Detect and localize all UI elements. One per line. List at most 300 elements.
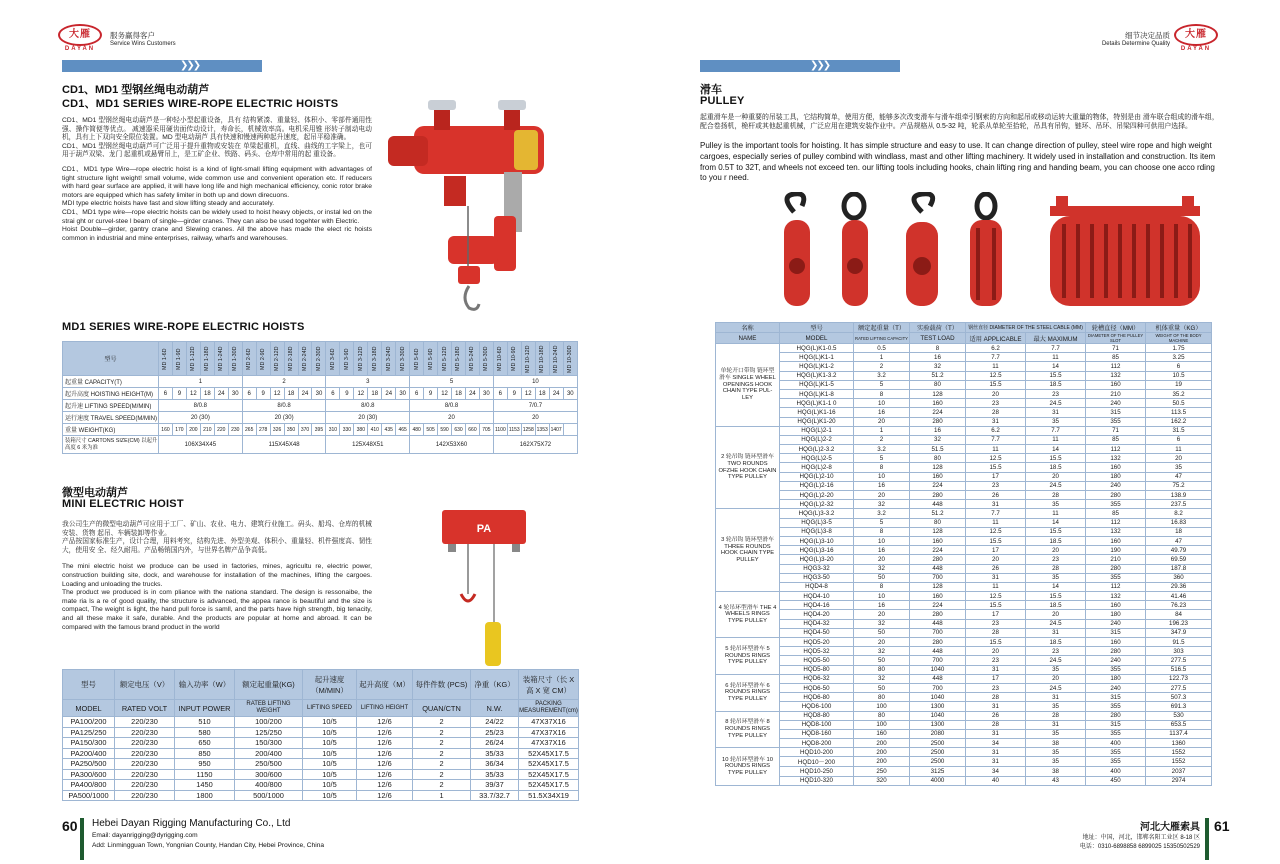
pulley-cell: 84 bbox=[1146, 610, 1212, 619]
pulley-cell: 240 bbox=[1086, 481, 1146, 490]
md1-size: 125X48X51 bbox=[326, 436, 410, 454]
pulley-cell: 448 bbox=[910, 647, 966, 656]
pulley-table-row bbox=[716, 776, 1212, 785]
pulley-cell: 7.7 bbox=[1026, 344, 1086, 353]
md1-model-label: MD 10-18D bbox=[539, 344, 546, 373]
md1-model-header bbox=[242, 342, 256, 376]
pulley-cell: 31 bbox=[1026, 720, 1086, 729]
logo-mark-right: 大雁 bbox=[1174, 24, 1218, 46]
md1-height-cell: 24 bbox=[214, 388, 228, 400]
md1-height-cell: 12 bbox=[521, 388, 535, 400]
pulley-cell: HQD4-10 bbox=[780, 592, 854, 601]
pulley-cell: 71 bbox=[1086, 344, 1146, 353]
mini-cell: 2 bbox=[413, 769, 471, 780]
pulley-table-row bbox=[716, 399, 1212, 408]
pulley-cell: 80 bbox=[854, 711, 910, 720]
mini-cell: 100/200 bbox=[235, 717, 303, 728]
pulley-cell: 3.2 bbox=[854, 509, 910, 518]
pulley-cell: 23 bbox=[966, 619, 1026, 628]
mini-cell: PA250/500 bbox=[63, 759, 115, 770]
pulley-cell: 24.5 bbox=[1026, 683, 1086, 692]
mini-en-p1: The mini electric hoist we produce can be used in factories, mines, agricultu re, electric power, construction building site, dock, and warehouse for installation of the machines, lifting the cargoes. Loading and unloading the trucks. bbox=[62, 563, 372, 588]
md1-model-header bbox=[284, 342, 298, 376]
md1-label-size: 装箱尺寸 CARTONS SIZE(CM) 以起升高度 6 米为准 bbox=[63, 436, 159, 454]
pulley-cell: 31.5 bbox=[1146, 426, 1212, 435]
pulley-cell: 32 bbox=[854, 619, 910, 628]
pulley-cell: HQD4-16 bbox=[780, 601, 854, 610]
md1-model-header bbox=[465, 342, 479, 376]
md1-model-header bbox=[172, 342, 186, 376]
pulley-cell: HQG(L)3-5 bbox=[780, 518, 854, 527]
pulley-cell: 35.2 bbox=[1146, 389, 1212, 398]
pulley-cell: 51.2 bbox=[910, 509, 966, 518]
pulley-cell: 31 bbox=[966, 417, 1026, 426]
mini-cell: 2 bbox=[413, 748, 471, 759]
pulley-cell: 14 bbox=[1026, 582, 1086, 591]
pulley-cell: 315 bbox=[1086, 408, 1146, 417]
pulley-table-row bbox=[716, 628, 1212, 637]
pulley-cell: 16 bbox=[854, 481, 910, 490]
pulley-cell: 200 bbox=[854, 757, 910, 767]
pulley-cell: 240 bbox=[1086, 619, 1146, 628]
md1-weight-cell: 590 bbox=[438, 424, 452, 436]
md1-model-label: MD 5-9D bbox=[427, 347, 434, 370]
md1-model-header bbox=[507, 342, 521, 376]
pulley-cell: 24.5 bbox=[1026, 399, 1086, 408]
pulley-cell: 32 bbox=[910, 362, 966, 371]
pulley-table-row bbox=[716, 711, 1212, 720]
pulley-table-row bbox=[716, 426, 1212, 435]
mini-cell: 220/230 bbox=[115, 780, 175, 791]
pulley-cell: 280 bbox=[910, 417, 966, 426]
pulley-cell: 28 bbox=[966, 720, 1026, 729]
pulley-cell: 12.5 bbox=[966, 371, 1026, 380]
pulley-cell: 162.2 bbox=[1146, 417, 1212, 426]
pulley-table-row bbox=[716, 344, 1212, 353]
mini-cell: 25/23 bbox=[471, 727, 519, 738]
md1-height-cell: 12 bbox=[186, 388, 200, 400]
pulley-cell: 530 bbox=[1146, 711, 1212, 720]
pulley-cell: 160 bbox=[1086, 463, 1146, 472]
pulley-cell: 20 bbox=[1146, 454, 1212, 463]
pulley-cell: 12.5 bbox=[966, 454, 1026, 463]
md1-height-cell: 18 bbox=[200, 388, 214, 400]
mini-cell: 10/5 bbox=[303, 717, 357, 728]
mini-header-cn: 额定电压（V） bbox=[115, 670, 175, 700]
pulley-cell: 160 bbox=[910, 472, 966, 481]
pulley-cell: 6.2 bbox=[966, 344, 1026, 353]
pulley-cell: 277.5 bbox=[1146, 683, 1212, 692]
pulley-cell: 31 bbox=[966, 500, 1026, 509]
md1-label-capacity: 起重量 CAPACITY(T) bbox=[63, 376, 159, 388]
md1-weight-cell: 1100 bbox=[493, 424, 507, 436]
md1-model-header bbox=[186, 342, 200, 376]
pulley-cell: 7.7 bbox=[966, 435, 1026, 444]
md1-model-label: MD 3-18D bbox=[371, 346, 378, 371]
pulley-cell: HQG(L)K1-1 0 bbox=[780, 399, 854, 408]
pulley-cell: 347.9 bbox=[1146, 628, 1212, 637]
md1-model-header bbox=[270, 342, 284, 376]
mini-cell: 150/300 bbox=[235, 738, 303, 749]
pulley-cell: 35 bbox=[1026, 665, 1086, 674]
pulley-table-row bbox=[716, 573, 1212, 582]
pulley-cell: 49.79 bbox=[1146, 546, 1212, 555]
footer-address: Add: Linmingguan Town, Yongnian County, Handan City, Hebei Province, China bbox=[92, 842, 325, 849]
pulley-cell: HQD10-320 bbox=[780, 776, 854, 785]
pulley-group-name: 4 轮吊环型滑车 THE 4 WHEELS RINGS TYPE PULLEY bbox=[716, 592, 780, 638]
md1-label-travel: 运行速度 TRAVEL SPEED(M/MIN) bbox=[63, 412, 159, 424]
pulley-cell: 18.5 bbox=[1026, 638, 1086, 647]
pulley-cell: 10 bbox=[854, 472, 910, 481]
md1-weight-cell: 278 bbox=[256, 424, 270, 436]
pulley-cell: HQD4-50 bbox=[780, 628, 854, 637]
pulley-cell: 31 bbox=[966, 748, 1026, 757]
md1-spec-table bbox=[62, 341, 578, 454]
pulley-cell: 15.5 bbox=[1026, 592, 1086, 601]
pulley-header-en: TEST LOAD bbox=[910, 333, 966, 344]
md1-travel: 20 (30) bbox=[159, 412, 243, 424]
mini-header-cn: 净重（KG） bbox=[471, 670, 519, 700]
pulley-cell: 69.59 bbox=[1146, 555, 1212, 564]
pulley-en-description: Pulley is the important tools for hoisting. It has simple structure and easy to use. It can change direction of pulley, steel wire rope and high weight cargoes, especially series of pulley combind with windlass, mast and other lifting machinery. It widely used in installation and construction. Its item from 0.5T to 32T, and wheels not exceed ten. our lifting tools including hooks, chain lifting ring and handing beam, you can choose one acco rding to you r need. bbox=[700, 141, 1216, 183]
pulley-cell: HQG(L)K1-3.2 bbox=[780, 371, 854, 380]
pulley-cell: 7.7 bbox=[966, 353, 1026, 362]
pulley-cell: 2500 bbox=[910, 739, 966, 748]
pulley-cell: 20 bbox=[1026, 610, 1086, 619]
md1-model-label: MD 2-24D bbox=[302, 346, 308, 371]
pulley-cell: 11 bbox=[1026, 509, 1086, 518]
mini-cell: 220/230 bbox=[115, 790, 175, 801]
mini-header-en: N.W. bbox=[471, 700, 519, 717]
pulley-cell: 18.5 bbox=[1026, 601, 1086, 610]
pulley-cell: HQG(L)3-8 bbox=[780, 527, 854, 536]
mini-cell: 250/500 bbox=[235, 759, 303, 770]
pulley-cell: 80 bbox=[910, 518, 966, 527]
pulley-cell: 132 bbox=[1086, 592, 1146, 601]
pulley-cell: 6 bbox=[1146, 362, 1212, 371]
md1-height-cell: 30 bbox=[396, 388, 410, 400]
pulley-cell: 128 bbox=[910, 527, 966, 536]
pulley-cell: HQD5-80 bbox=[780, 665, 854, 674]
cd1-cn-p2: CD1、MD1 型钢丝绳电动葫芦可广泛用于提升重物或安装在 单梁起重机，直线、曲线的工字梁上，也可用于葫芦双梁、龙门 起重机或悬臂吊上，是工矿企业、铁路、码头、仓库中常用的起 重设备。 bbox=[62, 142, 372, 159]
md1-capacity: 5 bbox=[410, 376, 494, 388]
pulley-table-row bbox=[716, 353, 1212, 362]
mini-header-cn: 装箱尺寸（长 X 高 X 宽 CM） bbox=[519, 670, 579, 700]
pulley-cell: 35 bbox=[1026, 729, 1086, 738]
pulley-cell: 112 bbox=[1086, 518, 1146, 527]
pulley-cell: 280 bbox=[910, 491, 966, 500]
pulley-cell: 35 bbox=[1026, 573, 1086, 582]
pulley-cell: 5 bbox=[854, 380, 910, 389]
md1-model-header bbox=[312, 342, 326, 376]
pulley-cn-description: 起重滑车是一种重要的吊装工具，它结构简单，使用方便，能够多次改变滑车与滑车组牵引钢索的方向和起吊或移动运转大重量的物体，特别是由 滑车联合组成的滑车组，配合卷扬机，桅杆或其他起重机械，广泛应用在建筑安装作业中。产品规格从 0.5-32 吨，轮系从单轮至拾轮，吊具有吊钩，链环、吊环、吊梁四种可供用户选择。 bbox=[700, 114, 1219, 130]
md1-model-header bbox=[549, 342, 563, 376]
pulley-cell: 280 bbox=[1086, 647, 1146, 656]
pulley-cell: 31 bbox=[1026, 408, 1086, 417]
mini-cell: 10/5 bbox=[303, 748, 357, 759]
pulley-cell: 28 bbox=[966, 408, 1026, 417]
pulley-cell: 28 bbox=[966, 693, 1026, 702]
pulley-table-row bbox=[716, 619, 1212, 628]
md1-height-cell: 6 bbox=[326, 388, 340, 400]
mini-cell: 500/1000 bbox=[235, 790, 303, 801]
pulley-cell: 17 bbox=[966, 546, 1026, 555]
md1-weight-cell: 1153 bbox=[507, 424, 521, 436]
pulley-cell: 280 bbox=[910, 638, 966, 647]
md1-model-header bbox=[368, 342, 382, 376]
pulley-cell: 1 bbox=[854, 353, 910, 362]
pulley-table-row bbox=[716, 610, 1212, 619]
pulley-cell: HQG(L)3-3.2 bbox=[780, 509, 854, 518]
pulley-cell: 24.5 bbox=[1026, 619, 1086, 628]
pulley-group-name: 5 轮吊环型滑车 5 ROUNDS RINGS TYPE PULLEY bbox=[716, 638, 780, 675]
mini-cell: 2 bbox=[413, 717, 471, 728]
pulley-cell: 18 bbox=[1146, 527, 1212, 536]
pulley-cell: 355 bbox=[1086, 748, 1146, 757]
pulley-cell: HQG(L)K1-0.5 bbox=[780, 344, 854, 353]
footer-email: Email: dayanrigging@dyrigging.com bbox=[92, 832, 198, 839]
pulley-cell: 3.2 bbox=[854, 445, 910, 454]
md1-height-cell: 6 bbox=[242, 388, 256, 400]
mini-cell: 47X37X16 bbox=[519, 727, 579, 738]
pulley-cell: 10 bbox=[854, 399, 910, 408]
pulley-cell: 15.5 bbox=[966, 638, 1026, 647]
pulley-cell: 200 bbox=[854, 748, 910, 757]
md1-weight-cell: 370 bbox=[298, 424, 312, 436]
md1-model-header bbox=[452, 342, 466, 376]
pulley-cell: 20 bbox=[1026, 674, 1086, 683]
pulley-cell: 31 bbox=[1026, 693, 1086, 702]
pulley-cell: 23 bbox=[1026, 555, 1086, 564]
pulley-cell: 19 bbox=[1146, 380, 1212, 389]
pulley-cell: 160 bbox=[910, 592, 966, 601]
mini-cell: 12/6 bbox=[357, 769, 413, 780]
pulley-cell: 50 bbox=[854, 683, 910, 692]
pulley-cell: 17 bbox=[966, 472, 1026, 481]
pulley-cell: 355 bbox=[1086, 573, 1146, 582]
md1-weight-cell: 505 bbox=[424, 424, 438, 436]
mini-cell: 10/5 bbox=[303, 759, 357, 770]
mini-table-row bbox=[63, 748, 579, 759]
pulley-cell: 20 bbox=[966, 555, 1026, 564]
mini-cell: 1450 bbox=[175, 780, 235, 791]
pulley-cell: 80 bbox=[910, 380, 966, 389]
md1-weight-cell: 220 bbox=[214, 424, 228, 436]
mini-cell: 12/6 bbox=[357, 748, 413, 759]
pulley-cell: 1552 bbox=[1146, 748, 1212, 757]
pulley-cell: HQG(L)3-10 bbox=[780, 536, 854, 545]
mini-header-cn: 起升速度（M/MIN） bbox=[303, 670, 357, 700]
mini-cell: 300/600 bbox=[235, 769, 303, 780]
pulley-cell: 5 bbox=[854, 454, 910, 463]
pulley-cell: 24.5 bbox=[1026, 481, 1086, 490]
md1-weight-cell: 410 bbox=[368, 424, 382, 436]
pulley-cell: 7.7 bbox=[966, 509, 1026, 518]
pulley-cell: HQD5-32 bbox=[780, 647, 854, 656]
pulley-cell: 14 bbox=[1026, 518, 1086, 527]
pulley-table-row bbox=[716, 518, 1212, 527]
mini-cell: 10/5 bbox=[303, 790, 357, 801]
pulley-cell: 448 bbox=[910, 564, 966, 573]
md1-height-cell: 24 bbox=[382, 388, 396, 400]
md1-model-label: MD 1-6D bbox=[162, 347, 169, 370]
md1-height-cell: 9 bbox=[256, 388, 270, 400]
pulley-cell: 8 bbox=[854, 582, 910, 591]
mini-en-p2: The product we produced is in com pliance with the nationa standard. The design is ressonaibe, the mate ria ls a re of good quality, the structure is advanced, the appea rance is beautiful and the size is compact, The weight is light, the hand pull force is samll, and the parts have high strength, big tenacity, and all these make it safe, durable. And the products are popular at home and abroad. It can be compared with the famous brand product in the world bbox=[62, 589, 372, 631]
pulley-cell: 11 bbox=[966, 362, 1026, 371]
pulley-cell: 12.5 bbox=[966, 592, 1026, 601]
mini-table-row bbox=[63, 727, 579, 738]
pulley-table-row bbox=[716, 767, 1212, 776]
pulley-header-en: WEIGHT OF THE BODY MACHINE bbox=[1146, 333, 1212, 344]
md1-weight-cell: 200 bbox=[186, 424, 200, 436]
pulley-cell: 8 bbox=[854, 527, 910, 536]
md1-weight-cell: 660 bbox=[465, 424, 479, 436]
md1-model-header bbox=[228, 342, 242, 376]
pulley-cell: 10.5 bbox=[1146, 371, 1212, 380]
pulley-cell: 35 bbox=[1026, 417, 1086, 426]
md1-weight-cell: 465 bbox=[396, 424, 410, 436]
pulley-table-row bbox=[716, 454, 1212, 463]
pulley-cell: 653.5 bbox=[1146, 720, 1212, 729]
pulley-header-cn: 额定起重量（T） bbox=[854, 323, 910, 333]
pulley-cell: 128 bbox=[910, 463, 966, 472]
mini-cell: PA300/600 bbox=[63, 769, 115, 780]
md1-weight-cell: 1353 bbox=[535, 424, 549, 436]
pulley-header-en: RATED LIFTING CAPACITY bbox=[854, 333, 910, 344]
pulley-cell: 18.5 bbox=[1026, 463, 1086, 472]
pulley-cell: 85 bbox=[1086, 353, 1146, 362]
pulley-group-name: 单轮开口带钩 链环型滑车 SINGLE WHEEL OPENINGS HOOK CHAIN TYPE PUL-LEY bbox=[716, 344, 780, 427]
mini-cell: 1800 bbox=[175, 790, 235, 801]
cd1-title-cn: CD1、MD1 型钢丝绳电动葫芦 bbox=[62, 84, 210, 96]
md1-weight-cell: 160 bbox=[159, 424, 173, 436]
md1-size: 162X75X72 bbox=[493, 436, 577, 454]
mini-table-row bbox=[63, 780, 579, 791]
md1-model-label: MD 2-12D bbox=[274, 346, 281, 371]
left-tag-en: Service Wins Customers bbox=[110, 41, 176, 47]
pulley-cell: 355 bbox=[1086, 729, 1146, 738]
mini-cell: 26/24 bbox=[471, 738, 519, 749]
pulley-cell: 3125 bbox=[910, 767, 966, 776]
mini-header-en: RATED VOLT bbox=[115, 700, 175, 717]
pulley-cell: 31 bbox=[966, 757, 1026, 767]
pulley-cell: 280 bbox=[910, 555, 966, 564]
pulley-table-row bbox=[716, 748, 1212, 757]
cd1-en-p3: CD1、MD1 type wire—rope electric hoists can be widely used to hoist heavy objects, or instal led on the strai ght or curvel-stee l beam of single—girder cranes. They can also be used togehter with Electric. bbox=[62, 208, 372, 225]
pulley-cell: 315 bbox=[1086, 720, 1146, 729]
mini-cn-p1: 我公司生产的微型电动葫芦可应用于工厂、矿山、农业、电力、建筑行业施工。码头、船坞、仓库的机械安装、货物 起吊、车辆装卸等作业。 bbox=[62, 521, 372, 537]
pulley-cell: 32 bbox=[854, 500, 910, 509]
pulley-cell: HQG(L)K1-8 bbox=[780, 389, 854, 398]
pulley-cell: 11 bbox=[966, 445, 1026, 454]
pulley-cell: 71 bbox=[1086, 426, 1146, 435]
pulley-cell: 187.8 bbox=[1146, 564, 1212, 573]
pulley-table-row bbox=[716, 435, 1212, 444]
pulley-cell: 2080 bbox=[910, 729, 966, 738]
pulley-cell: 315 bbox=[1086, 693, 1146, 702]
pulley-table-row bbox=[716, 380, 1212, 389]
pulley-cell: 700 bbox=[910, 683, 966, 692]
mini-cell: 220/230 bbox=[115, 748, 175, 759]
footer-company-en: Hebei Dayan Rigging Manufacturing Co., Ltd bbox=[92, 818, 291, 829]
mini-cell: 52X45X17.5 bbox=[519, 780, 579, 791]
md1-model-label: MD 10-9D bbox=[511, 346, 518, 371]
mini-table-row bbox=[63, 738, 579, 749]
pulley-cell: HQG(L)K1-16 bbox=[780, 408, 854, 417]
cd1-en-p1: CD1、MD1 type Wire—rope electric hoist is a kind of light-small lifting equipment with advantages of tight structure light weight! small volume, wide common use and convenient operation etc. If reducers with hard gear surface are applied, it will have long life and high mechanical efficiency, conic rotor brake motors are equipped which has safety limiter in both up and down direcuons. bbox=[62, 165, 372, 199]
pulley-cell: 100 bbox=[854, 702, 910, 711]
md1-weight-cell: 380 bbox=[354, 424, 368, 436]
pulley-cell: 1137.4 bbox=[1146, 729, 1212, 738]
pulley-cell: 122.73 bbox=[1146, 674, 1212, 683]
mini-cell: PA150/300 bbox=[63, 738, 115, 749]
pulley-table-row bbox=[716, 491, 1212, 500]
pulley-cell: 40 bbox=[966, 776, 1026, 785]
mini-table-row bbox=[63, 790, 579, 801]
pulley-cell: 3.2 bbox=[854, 371, 910, 380]
mini-cell: 650 bbox=[175, 738, 235, 749]
pulley-table-row bbox=[716, 417, 1212, 426]
pulley-cell: 160 bbox=[854, 729, 910, 738]
pulley-cell: 35 bbox=[1146, 463, 1212, 472]
pulley-cell: HQG(L)K1-20 bbox=[780, 417, 854, 426]
md1-height-cell: 6 bbox=[493, 388, 507, 400]
pulley-header-cn: 名称 bbox=[716, 323, 780, 333]
md1-height-cell: 30 bbox=[563, 388, 577, 400]
section-bar-cd1: ❯❯❯ bbox=[62, 60, 262, 72]
pulley-cell: HQD8-160 bbox=[780, 729, 854, 738]
md1-model-header bbox=[354, 342, 368, 376]
pulley-cell: HQD4-32 bbox=[780, 619, 854, 628]
mini-header-en: RATEB LIFTING WEIGHT bbox=[235, 700, 303, 717]
mini-cell: 200/400 bbox=[235, 748, 303, 759]
pulley-cell: HQD8-80 bbox=[780, 711, 854, 720]
mini-cell: 12/6 bbox=[357, 738, 413, 749]
pulley-cell: 160 bbox=[910, 536, 966, 545]
pulley-cell: 700 bbox=[910, 628, 966, 637]
mini-cell: 125/250 bbox=[235, 727, 303, 738]
md1-label-lift: 起升速 LIFTING SPEED(M/MIN) bbox=[63, 400, 159, 412]
pulley-cell: 448 bbox=[910, 619, 966, 628]
pulley-cell: 2 bbox=[854, 435, 910, 444]
mini-cell: PA500/1000 bbox=[63, 790, 115, 801]
pulley-cell: 20 bbox=[854, 417, 910, 426]
md1-model-label: MD 3-30D bbox=[399, 346, 406, 371]
md1-weight-cell: 310 bbox=[326, 424, 340, 436]
md1-model-label: MD 10-6D bbox=[497, 346, 504, 371]
pulley-cell: 8 bbox=[910, 344, 966, 353]
md1-height-cell: 24 bbox=[298, 388, 312, 400]
mini-cell: 580 bbox=[175, 727, 235, 738]
mini-cell: 10/5 bbox=[303, 727, 357, 738]
pulley-cell: 128 bbox=[910, 582, 966, 591]
mini-header-cn: 每件件数 (PCS) bbox=[413, 670, 471, 700]
pulley-cell: 15.5 bbox=[966, 380, 1026, 389]
pulley-header-cn: 轮槽直径（MM） bbox=[1086, 323, 1146, 333]
pulley-header-en: NAME bbox=[716, 333, 780, 344]
md1-height-cell: 24 bbox=[549, 388, 563, 400]
md1-lift: 8/0.8 bbox=[242, 400, 326, 412]
mini-header-en: LIFTING HEIGHT bbox=[357, 700, 413, 717]
md1-height-cell: 9 bbox=[507, 388, 521, 400]
pulley-cell: 700 bbox=[910, 656, 966, 665]
pulley-cell: HQD6-32 bbox=[780, 674, 854, 683]
pulley-cell: 2500 bbox=[910, 748, 966, 757]
pulley-table-row bbox=[716, 527, 1212, 536]
pulley-cell: 355 bbox=[1086, 417, 1146, 426]
pulley-table-row bbox=[716, 674, 1212, 683]
